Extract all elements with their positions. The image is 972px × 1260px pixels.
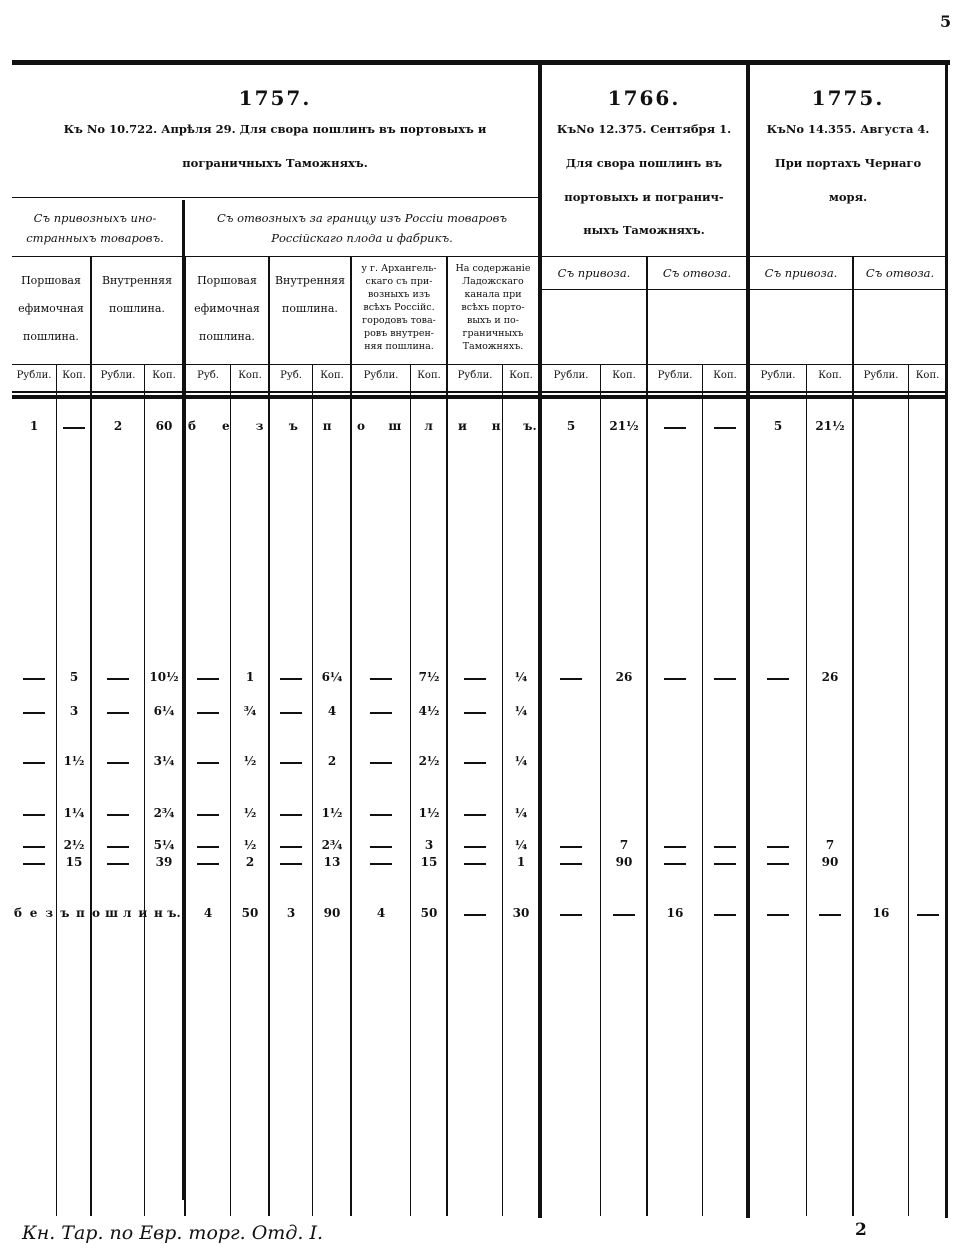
spelled-letter: е: [29, 906, 38, 920]
unit-header-12: Рубли.: [553, 370, 589, 381]
subheader-c2-l1: Внутренняя: [101, 274, 173, 287]
column-rule: [312, 364, 313, 1216]
subheader-c2: [92, 274, 182, 316]
group-export-1757-l1: Съ отвозныхъ за границу изъ Россіи товаровъ: [216, 211, 508, 225]
unit-header-16: Рубли.: [760, 370, 796, 381]
subheader-c4-l2: пошлина.: [282, 301, 338, 315]
subheader-c1-l3: пошлина.: [23, 329, 79, 343]
table-cell: 4: [376, 906, 386, 920]
dash-mark: [714, 678, 736, 680]
unit-header-2: Рубли.: [100, 370, 136, 381]
subheader-c5: [352, 262, 446, 353]
rule-groups-right: [542, 256, 946, 257]
dash-mark: [664, 863, 686, 865]
column-rule: [748, 256, 750, 1216]
footer-signature-line: Кн. Тар. по Евр. торг. Отд. I.: [22, 1222, 323, 1244]
dash-mark: [280, 863, 302, 865]
group-export-1775: Съ отвоза.: [865, 266, 935, 280]
spelled-letter: ш: [388, 419, 402, 433]
subheader-c6-l1: На содержаніе: [455, 263, 531, 274]
table-cell: ½: [243, 806, 257, 820]
table-cell: 13: [323, 855, 341, 869]
column-rule: [852, 256, 854, 1216]
dash-mark: [664, 427, 686, 429]
table-cell: 39: [155, 855, 173, 869]
table-cell: 5¼: [153, 838, 175, 852]
dash-mark: [197, 814, 219, 816]
dash-mark: [280, 678, 302, 680]
table-cell: 1: [516, 855, 526, 869]
subheader-c5-l3: возныхъ изъ: [367, 289, 431, 300]
table-cell: 6¼: [321, 670, 343, 684]
dash-mark: [197, 762, 219, 764]
unit-header-17: Коп.: [818, 370, 842, 381]
dash-mark: [280, 712, 302, 714]
table-cell: 3¼: [153, 754, 175, 768]
dash-mark: [464, 914, 486, 916]
table-cell: ¾: [243, 704, 257, 718]
unit-header-6: Руб.: [280, 370, 302, 381]
dash-mark: [63, 427, 85, 429]
spelled-letter: о: [91, 906, 100, 920]
dash-mark: [370, 863, 392, 865]
spelled-letter: б: [187, 419, 196, 433]
subheader-c1: [12, 274, 90, 343]
table-cell: 16: [666, 906, 684, 920]
dash-mark: [714, 914, 736, 916]
top-rule: [12, 60, 950, 65]
unit-header-0: Рубли.: [16, 370, 52, 381]
decree-1775-line3: моря.: [828, 190, 868, 204]
table-cell: 15: [420, 855, 438, 869]
dash-mark: [23, 712, 45, 714]
subheader-c2-l2: пошлина.: [109, 301, 165, 315]
table-cell: 1¼: [63, 806, 85, 820]
table-cell: 26: [615, 670, 633, 684]
decree-1775-line1: КъNo 14.355. Августа 4.: [766, 122, 930, 136]
dash-mark: [280, 814, 302, 816]
table-cell: 5: [566, 419, 576, 433]
dash-mark: [664, 846, 686, 848]
column-rule: [268, 256, 270, 1216]
subheader-c5-l6: ровъ внутрен-: [364, 328, 434, 339]
spelled-letter: з: [45, 906, 54, 920]
table-cell: 50: [420, 906, 438, 920]
spelled-letter: н: [153, 906, 163, 920]
subheader-c5-l7: няя пошлина.: [364, 341, 434, 352]
dash-mark: [107, 814, 129, 816]
subheader-c6: [448, 262, 538, 353]
dash-mark: [197, 712, 219, 714]
dash-mark: [464, 863, 486, 865]
right-edge-rule: [945, 60, 948, 1218]
column-rule: [184, 256, 186, 1216]
dash-mark: [107, 863, 129, 865]
table-cell: 3: [69, 704, 79, 718]
table-cell: ½: [243, 754, 257, 768]
subheader-c1-l1: Поршовая: [21, 274, 81, 287]
rule-sub-right: [542, 289, 946, 290]
unit-header-11: Коп.: [509, 370, 533, 381]
table-cell: ¼: [514, 838, 528, 852]
dash-mark: [370, 814, 392, 816]
subheader-c3: [186, 274, 268, 343]
table-cell: 2½: [418, 754, 440, 768]
decree-1766-line1: КъNo 12.375. Сентября 1.: [556, 122, 732, 136]
spelled-letter: ъ: [288, 419, 298, 433]
column-rule: [56, 364, 57, 1216]
rule-1757-decree: [12, 197, 538, 198]
table-cell: 10½: [149, 670, 179, 684]
table-cell: 60: [155, 419, 173, 433]
dash-mark: [560, 678, 582, 680]
unit-header-7: Коп.: [320, 370, 344, 381]
column-rule: [410, 364, 411, 1216]
dash-mark: [197, 678, 219, 680]
dash-mark: [370, 846, 392, 848]
dash-mark: [560, 914, 582, 916]
dash-mark: [613, 914, 635, 916]
table-cell: ½: [243, 838, 257, 852]
table-cell: 1: [29, 419, 39, 433]
dash-mark: [107, 762, 129, 764]
spelled-letter: ъ.: [167, 906, 181, 920]
table-cell: 5: [69, 670, 79, 684]
table-cell: 21½: [609, 419, 639, 433]
dash-mark: [714, 846, 736, 848]
decree-1766-line4: ныхъ Таможняхъ.: [583, 223, 705, 237]
group-import-1757-l1: Съ привозныхъ ино-: [33, 211, 157, 225]
unit-header-14: Рубли.: [657, 370, 693, 381]
dash-mark: [280, 762, 302, 764]
spelled-letter: ъ: [60, 906, 70, 920]
dash-mark: [767, 914, 789, 916]
column-rule: [90, 256, 92, 1216]
spelled-letter: л: [424, 419, 433, 433]
spelled-letter: п: [322, 419, 332, 433]
table-cell: 90: [615, 855, 633, 869]
dash-mark: [107, 846, 129, 848]
table-cell: 1½: [418, 806, 440, 820]
table-cell: 2¾: [153, 806, 175, 820]
unit-header-18: Рубли.: [863, 370, 899, 381]
unit-header-10: Рубли.: [457, 370, 493, 381]
dash-mark: [714, 427, 736, 429]
subheader-c6-l2: Ладожскаго: [462, 276, 524, 287]
year-1775: 1775.: [811, 86, 885, 110]
dash-mark: [370, 678, 392, 680]
dash-mark: [560, 863, 582, 865]
unit-header-4: Руб.: [197, 370, 219, 381]
table-cell: 15: [65, 855, 83, 869]
dash-mark: [107, 712, 129, 714]
group-export-1766: Съ отвоза.: [662, 266, 732, 280]
table-cell: 2½: [63, 838, 85, 852]
column-rule: [908, 364, 909, 1216]
decree-1766-line2: Для свора пошлинъ въ: [565, 156, 723, 170]
year-1757: 1757.: [238, 86, 312, 110]
subheader-c1-l2: ефимочная: [18, 301, 84, 315]
unit-header-19: Коп.: [915, 370, 940, 381]
unit-header-9: Коп.: [417, 370, 441, 381]
subheader-c6-l5: выхъ и по-: [467, 315, 519, 326]
dash-mark: [464, 846, 486, 848]
group-import-1766: Съ привоза.: [557, 266, 631, 280]
dash-mark: [23, 762, 45, 764]
spelled-letter: и: [138, 906, 148, 920]
dash-mark: [464, 712, 486, 714]
table-cell: 3: [286, 906, 296, 920]
dash-mark: [767, 846, 789, 848]
table-cell: 30: [512, 906, 530, 920]
table-cell: 5: [773, 419, 783, 433]
column-rule: [600, 364, 601, 1216]
dash-mark: [23, 863, 45, 865]
spelled-letter: л: [122, 906, 132, 920]
dash-mark: [464, 678, 486, 680]
column-rule: [144, 364, 145, 1216]
table-cell: ¼: [514, 754, 528, 768]
decree-1775-line2: При портахъ Чернаго: [774, 156, 922, 170]
subheader-c5-l1: у г. Архангель-: [361, 263, 437, 274]
subheader-c6-l4: всѣхъ порто-: [461, 302, 525, 313]
table-cell: 2: [113, 419, 123, 433]
subheader-c5-l5: городовъ това-: [362, 315, 436, 326]
page-number: 5: [940, 12, 952, 31]
subheader-c3-l3: пошлина.: [199, 329, 255, 343]
table-cell: 4: [327, 704, 337, 718]
column-rule: [502, 364, 503, 1216]
dash-mark: [23, 846, 45, 848]
subheader-c3-l2: ефимочная: [194, 301, 260, 315]
table-cell: 4: [203, 906, 213, 920]
table-cell: 1½: [63, 754, 85, 768]
subheader-c6-l3: канала при: [464, 289, 522, 300]
table-cell: 4½: [418, 704, 440, 718]
table-cell: 21½: [815, 419, 845, 433]
spelled-letter: п: [75, 906, 85, 920]
spelled-letter: ш: [105, 906, 119, 920]
dash-mark: [370, 712, 392, 714]
table-cell: 26: [821, 670, 839, 684]
subheader-c4: [270, 274, 350, 316]
column-rule: [646, 256, 648, 1216]
table-cell: 2: [245, 855, 255, 869]
table-cell: 7½: [418, 670, 440, 684]
table-cell: ¼: [514, 806, 528, 820]
table-cell: ¼: [514, 670, 528, 684]
column-rule: [540, 256, 542, 1216]
dash-mark: [23, 678, 45, 680]
column-rule: [446, 256, 448, 1216]
table-cell: 90: [821, 855, 839, 869]
table-cell: 1: [245, 670, 255, 684]
subheader-c5-l4: всѣхъ Россійс.: [363, 302, 435, 313]
dash-mark: [464, 814, 486, 816]
spelled-letter: е: [221, 419, 230, 433]
spelled-letter: и: [457, 419, 467, 433]
dash-mark: [280, 846, 302, 848]
decree-1757-line1: Къ No 10.722. Апрѣля 29. Для свора пошлинъ въ портовыхъ и: [63, 122, 487, 136]
table-cell: 2: [327, 754, 337, 768]
table-cell: 6¼: [153, 704, 175, 718]
year-1766: 1766.: [607, 86, 681, 110]
dash-mark: [819, 914, 841, 916]
table-cell: ¼: [514, 704, 528, 718]
subheader-c6-l6: граничныхъ: [462, 328, 524, 339]
decree-1757-line2: пограничныхъ Таможняхъ.: [182, 156, 368, 170]
table-cell: 90: [323, 906, 341, 920]
column-rule: [702, 364, 703, 1216]
spelled-letter: о: [356, 419, 365, 433]
group-import-1757-l2: странныхъ товаровъ.: [26, 231, 164, 245]
dash-mark: [917, 914, 939, 916]
dash-mark: [767, 863, 789, 865]
dash-mark: [370, 762, 392, 764]
decree-1766-line3: портовыхъ и погранич-: [564, 190, 724, 204]
unit-header-3: Коп.: [152, 370, 176, 381]
unit-header-1: Коп.: [62, 370, 86, 381]
subheader-c4-l1: Внутренняя: [274, 274, 346, 287]
group-export-1757-l2: Россійскаго плода и фабрикъ.: [271, 231, 453, 245]
dash-mark: [664, 678, 686, 680]
unit-header-8: Рубли.: [363, 370, 399, 381]
table-cell: 7: [825, 838, 835, 852]
sheet-signature-number: 2: [855, 1220, 867, 1240]
dash-mark: [197, 863, 219, 865]
spelled-letter: б: [13, 906, 22, 920]
table-cell: 2¾: [321, 838, 343, 852]
table-cell: 16: [872, 906, 890, 920]
dash-mark: [107, 678, 129, 680]
spelled-letter: ъ.: [523, 419, 537, 433]
column-rule: [350, 256, 352, 1216]
group-import-1775: Съ привоза.: [764, 266, 838, 280]
dash-mark: [23, 814, 45, 816]
unit-header-15: Коп.: [713, 370, 737, 381]
dash-mark: [767, 678, 789, 680]
unit-header-5: Коп.: [238, 370, 262, 381]
table-cell: 7: [619, 838, 629, 852]
subheader-c6-l7: Таможняхъ.: [462, 341, 524, 352]
unit-header-13: Коп.: [612, 370, 636, 381]
table-cell: 3: [424, 838, 434, 852]
table-cell: 50: [241, 906, 259, 920]
dash-mark: [197, 846, 219, 848]
subheader-c3-l1: Поршовая: [197, 274, 257, 287]
dash-mark: [464, 762, 486, 764]
spelled-letter: н: [491, 419, 501, 433]
column-rule: [806, 364, 807, 1216]
dash-mark: [560, 846, 582, 848]
dash-mark: [714, 863, 736, 865]
table-cell: 1½: [321, 806, 343, 820]
spelled-letter: з: [255, 419, 264, 433]
subheader-c5-l2: скаго съ при-: [365, 276, 433, 287]
column-rule: [230, 364, 231, 1216]
